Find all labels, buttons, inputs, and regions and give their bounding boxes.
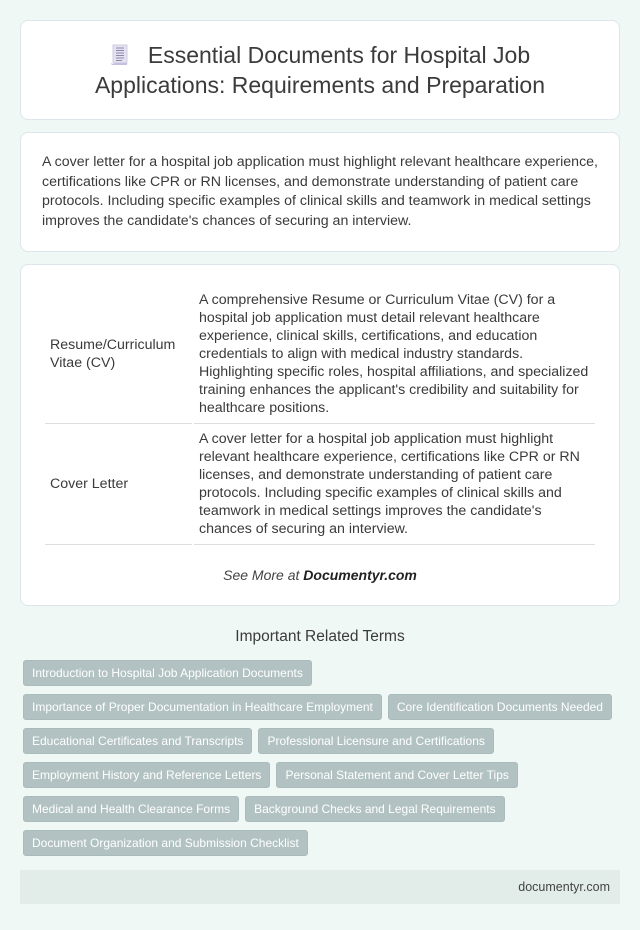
footer [20,870,620,904]
related-term-tag[interactable]: Professional Licensure and Certifications [258,728,493,754]
footer-site[interactable]: documentyr.com [518,880,610,894]
related-term-tag[interactable]: Medical and Health Clearance Forms [23,796,239,822]
related-term-tag[interactable]: Background Checks and Legal Requirements [245,796,504,822]
documents-table-card [20,264,620,606]
page-title [61,40,579,100]
summary-card [20,132,620,252]
see-more-link[interactable]: Documentyr.com [303,567,417,583]
summary-text: A cover letter for a hospital job application must highlight relevant healthcare experience, certifications like CPR or RN licenses, and demonstrate understanding of patient care protocols. Including specific examples of clinical skills and teamwork in medical settings improves the candidate's chances of securing an interview. [42,154,598,229]
related-terms-title: Important Related Terms [235,628,405,645]
related-term-tag[interactable]: Educational Certificates and Transcripts [23,728,252,754]
see-more [43,567,597,583]
row-description: A cover letter for a hospital job application must highlight relevant healthcare experience, certifications like CPR or RN licenses, and demonstrate understanding of patient care protocols. Including specific examples of clinical skills and teamwork in medical settings improves the candidate's chances of securing an interview. [194,424,595,545]
related-term-tag[interactable]: Employment History and Reference Letters [23,762,270,788]
documents-table [43,285,597,545]
related-term-tag[interactable]: Importance of Proper Documentation in Healthcare Employment [23,694,382,720]
document-icon [110,43,130,65]
related-term-tag[interactable]: Document Organization and Submission Checklist [23,830,308,856]
see-more-prefix: See More at [223,567,304,583]
table-row [45,285,595,424]
row-description: A comprehensive Resume or Curriculum Vitae (CV) for a hospital job application must detail relevant healthcare experience, clinical skills, certifications, and education credentials to align with medical industry standards. Highlighting specific roles, hospital affiliations, and specialized training enhances the applicant's credibility and suitability for healthcare positions. [194,285,595,424]
related-term-tag[interactable]: Core Identification Documents Needed [388,694,612,720]
related-terms-tags [20,660,620,856]
table-row [45,424,595,545]
row-term: Resume/Curriculum Vitae (CV) [45,285,192,424]
related-term-tag[interactable]: Personal Statement and Cover Letter Tips [276,762,517,788]
title-card [20,20,620,120]
page-title-text: Essential Documents for Hospital Job Applications: Requirements and Preparation [94,42,546,98]
row-term: Cover Letter [45,424,192,545]
related-terms-section [20,628,620,856]
related-term-tag[interactable]: Introduction to Hospital Job Application Documents [23,660,312,686]
